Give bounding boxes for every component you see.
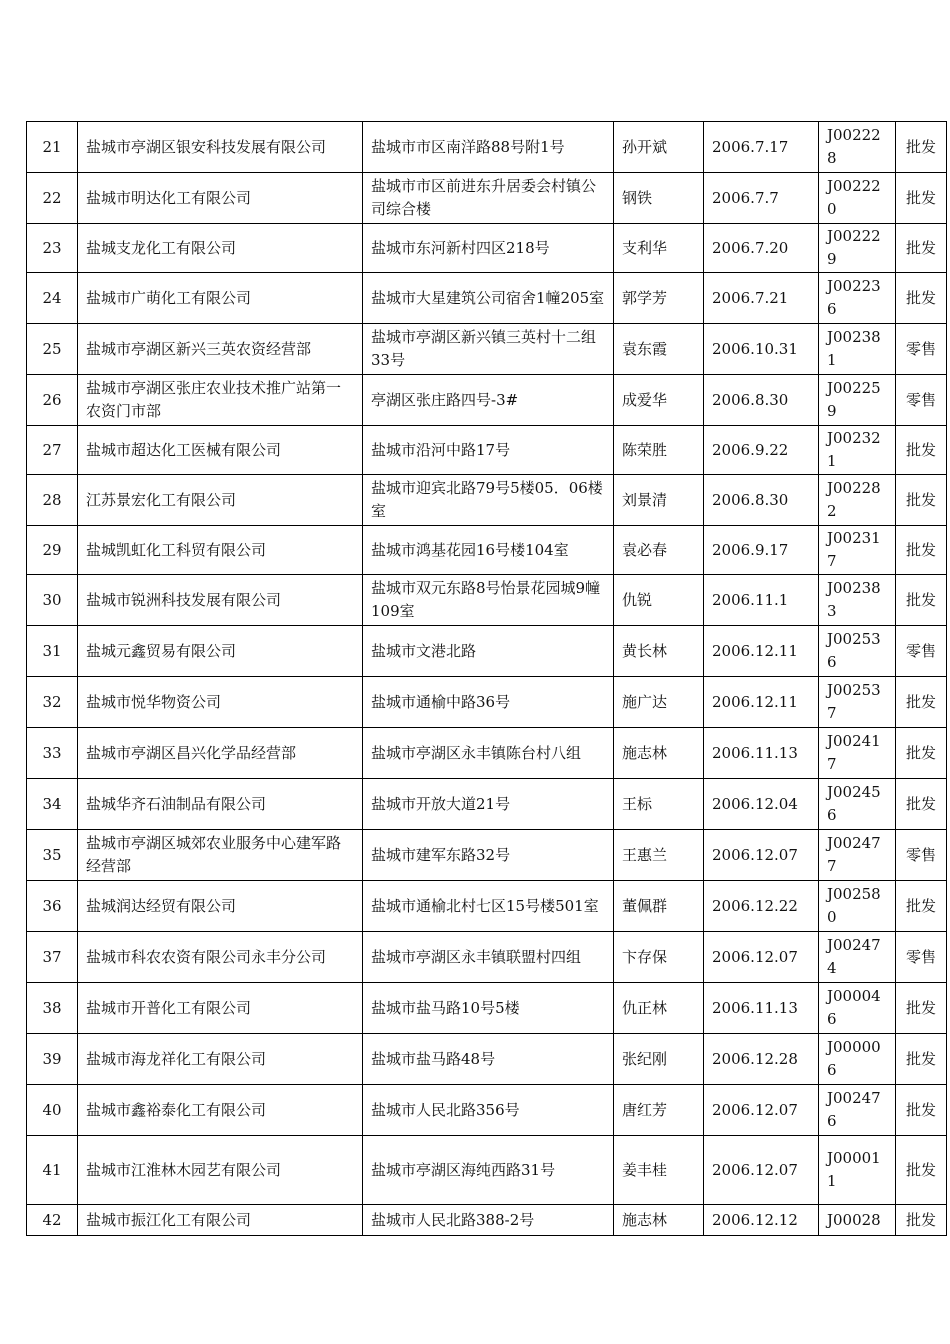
issue-date: 2006.7.21: [704, 273, 819, 324]
company-name: 盐城市亭湖区银安科技发展有限公司: [78, 122, 363, 173]
issue-date: 2006.12.11: [704, 626, 819, 677]
legal-representative: 姜丰桂: [614, 1136, 704, 1205]
legal-representative: 施志林: [614, 728, 704, 779]
license-number: J002259: [819, 375, 896, 426]
row-number: 22: [27, 173, 78, 224]
row-number: 34: [27, 779, 78, 830]
table-row: [27, 1136, 947, 1205]
company-name: 盐城华齐石油制品有限公司: [78, 779, 363, 830]
license-number: J002381: [819, 324, 896, 375]
legal-representative: 黄长林: [614, 626, 704, 677]
company-name: 盐城市开普化工有限公司: [78, 983, 363, 1034]
issue-date: 2006.12.28: [704, 1034, 819, 1085]
license-number: J002536: [819, 626, 896, 677]
issue-date: 2006.12.11: [704, 677, 819, 728]
license-number: J002383: [819, 575, 896, 626]
business-type: 批发: [896, 983, 947, 1034]
license-number: J002456: [819, 779, 896, 830]
company-name: 盐城市超达化工医械有限公司: [78, 426, 363, 475]
legal-representative: 郭学芳: [614, 273, 704, 324]
company-address: 盐城市市区南洋路88号附1号: [363, 122, 614, 173]
business-type: 批发: [896, 779, 947, 830]
legal-representative: 施广达: [614, 677, 704, 728]
table-row: [27, 375, 947, 426]
row-number: 38: [27, 983, 78, 1034]
issue-date: 2006.8.30: [704, 375, 819, 426]
table-row: [27, 173, 947, 224]
business-type: 批发: [896, 173, 947, 224]
row-number: 32: [27, 677, 78, 728]
legal-representative: 袁必春: [614, 526, 704, 575]
company-name: 盐城市海龙祥化工有限公司: [78, 1034, 363, 1085]
business-type: 批发: [896, 122, 947, 173]
table-row: [27, 932, 947, 983]
company-address: 盐城市迎宾北路79号5楼05．06楼室: [363, 475, 614, 526]
license-number: J002474: [819, 932, 896, 983]
row-number: 26: [27, 375, 78, 426]
company-address: 盐城市文港北路: [363, 626, 614, 677]
legal-representative: 刘景清: [614, 475, 704, 526]
company-address: 盐城市盐马路48号: [363, 1034, 614, 1085]
row-number: 40: [27, 1085, 78, 1136]
table-row: [27, 881, 947, 932]
business-type: 零售: [896, 324, 947, 375]
table-row: [27, 1034, 947, 1085]
table-row: [27, 575, 947, 626]
issue-date: 2006.12.22: [704, 881, 819, 932]
company-address: 盐城市通榆北村七区15号楼501室: [363, 881, 614, 932]
company-address: 盐城市沿河中路17号: [363, 426, 614, 475]
company-name: 盐城市亭湖区城郊农业服务中心建军路经营部: [78, 830, 363, 881]
company-address: 盐城市市区前进东升居委会村镇公司综合楼: [363, 173, 614, 224]
issue-date: 2006.12.07: [704, 1085, 819, 1136]
business-type: 批发: [896, 1136, 947, 1205]
company-name: 盐城市明达化工有限公司: [78, 173, 363, 224]
legal-representative: 仇正林: [614, 983, 704, 1034]
company-name: 盐城市亭湖区张庄农业技术推广站第一农资门市部: [78, 375, 363, 426]
issue-date: 2006.12.12: [704, 1205, 819, 1236]
company-address: 盐城市开放大道21号: [363, 779, 614, 830]
business-type: 批发: [896, 526, 947, 575]
business-type: 批发: [896, 575, 947, 626]
table-row: [27, 830, 947, 881]
company-name: 盐城市广萌化工有限公司: [78, 273, 363, 324]
company-name: 盐城市江淮林木园艺有限公司: [78, 1136, 363, 1205]
issue-date: 2006.12.07: [704, 1136, 819, 1205]
row-number: 33: [27, 728, 78, 779]
license-number: J002321: [819, 426, 896, 475]
row-number: 39: [27, 1034, 78, 1085]
legal-representative: 陈荣胜: [614, 426, 704, 475]
license-number: J002317: [819, 526, 896, 575]
issue-date: 2006.12.07: [704, 932, 819, 983]
table-row: [27, 626, 947, 677]
table-row: [27, 122, 947, 173]
business-type: 批发: [896, 677, 947, 728]
business-type: 零售: [896, 932, 947, 983]
row-number: 35: [27, 830, 78, 881]
company-address: 盐城市通榆中路36号: [363, 677, 614, 728]
legal-representative: 孙开斌: [614, 122, 704, 173]
company-name: 盐城凯虹化工科贸有限公司: [78, 526, 363, 575]
row-number: 29: [27, 526, 78, 575]
company-name: 盐城市鑫裕泰化工有限公司: [78, 1085, 363, 1136]
legal-representative: 卞存保: [614, 932, 704, 983]
issue-date: 2006.12.04: [704, 779, 819, 830]
table-row: [27, 1205, 947, 1236]
registry-rows: [27, 122, 947, 1236]
license-number: J002220: [819, 173, 896, 224]
issue-date: 2006.11.13: [704, 983, 819, 1034]
legal-representative: 董佩群: [614, 881, 704, 932]
license-number: J002417: [819, 728, 896, 779]
company-address: 盐城市人民北路356号: [363, 1085, 614, 1136]
license-number: J000006: [819, 1034, 896, 1085]
row-number: 28: [27, 475, 78, 526]
company-address: 盐城市鸿基花园16号楼104室: [363, 526, 614, 575]
company-address: 盐城市大星建筑公司宿舍1幢205室: [363, 273, 614, 324]
issue-date: 2006.11.1: [704, 575, 819, 626]
table-row: [27, 779, 947, 830]
row-number: 37: [27, 932, 78, 983]
company-name: 盐城市锐洲科技发展有限公司: [78, 575, 363, 626]
company-address: 盐城市亭湖区永丰镇联盟村四组: [363, 932, 614, 983]
issue-date: 2006.7.17: [704, 122, 819, 173]
legal-representative: 仇锐: [614, 575, 704, 626]
license-number: J002580: [819, 881, 896, 932]
business-type: 零售: [896, 626, 947, 677]
license-number: J002228: [819, 122, 896, 173]
row-number: 30: [27, 575, 78, 626]
license-number: J002229: [819, 224, 896, 273]
issue-date: 2006.9.17: [704, 526, 819, 575]
license-registry-table: [26, 121, 947, 1236]
row-number: 42: [27, 1205, 78, 1236]
legal-representative: 唐红芳: [614, 1085, 704, 1136]
business-type: 零售: [896, 830, 947, 881]
issue-date: 2006.11.13: [704, 728, 819, 779]
business-type: 批发: [896, 728, 947, 779]
legal-representative: 支利华: [614, 224, 704, 273]
table-row: [27, 273, 947, 324]
business-type: 批发: [896, 475, 947, 526]
row-number: 36: [27, 881, 78, 932]
license-number: J000011: [819, 1136, 896, 1205]
issue-date: 2006.8.30: [704, 475, 819, 526]
business-type: 批发: [896, 1085, 947, 1136]
row-number: 21: [27, 122, 78, 173]
legal-representative: 成爱华: [614, 375, 704, 426]
row-number: 31: [27, 626, 78, 677]
company-address: 盐城市亭湖区永丰镇陈台村八组: [363, 728, 614, 779]
company-address: 亭湖区张庄路四号-3#: [363, 375, 614, 426]
company-name: 盐城市振江化工有限公司: [78, 1205, 363, 1236]
table-row: [27, 426, 947, 475]
issue-date: 2006.9.22: [704, 426, 819, 475]
business-type: 零售: [896, 375, 947, 426]
business-type: 批发: [896, 1034, 947, 1085]
issue-date: 2006.12.07: [704, 830, 819, 881]
row-number: 24: [27, 273, 78, 324]
table-row: [27, 526, 947, 575]
company-name: 盐城市亭湖区新兴三英农资经营部: [78, 324, 363, 375]
legal-representative: 袁东霞: [614, 324, 704, 375]
table-row: [27, 728, 947, 779]
table-row: [27, 475, 947, 526]
company-name: 盐城市悦华物资公司: [78, 677, 363, 728]
company-address: 盐城市盐马路10号5楼: [363, 983, 614, 1034]
table-row: [27, 324, 947, 375]
legal-representative: 王惠兰: [614, 830, 704, 881]
license-number: J00028: [819, 1205, 896, 1236]
issue-date: 2006.10.31: [704, 324, 819, 375]
business-type: 批发: [896, 426, 947, 475]
business-type: 批发: [896, 881, 947, 932]
issue-date: 2006.7.20: [704, 224, 819, 273]
row-number: 41: [27, 1136, 78, 1205]
company-name: 盐城市科农农资有限公司永丰分公司: [78, 932, 363, 983]
company-name: 盐城润达经贸有限公司: [78, 881, 363, 932]
company-address: 盐城市人民北路388-2号: [363, 1205, 614, 1236]
row-number: 27: [27, 426, 78, 475]
company-name: 盐城市亭湖区昌兴化学品经营部: [78, 728, 363, 779]
table-row: [27, 1085, 947, 1136]
company-address: 盐城市东河新村四区218号: [363, 224, 614, 273]
license-number: J002236: [819, 273, 896, 324]
business-type: 批发: [896, 224, 947, 273]
license-number: J002477: [819, 830, 896, 881]
row-number: 23: [27, 224, 78, 273]
row-number: 25: [27, 324, 78, 375]
legal-representative: 张纪刚: [614, 1034, 704, 1085]
company-address: 盐城市双元东路8号怡景花园城9幢109室: [363, 575, 614, 626]
legal-representative: 施志林: [614, 1205, 704, 1236]
issue-date: 2006.7.7: [704, 173, 819, 224]
license-number: J002537: [819, 677, 896, 728]
license-number: J002282: [819, 475, 896, 526]
company-address: 盐城市亭湖区海纯西路31号: [363, 1136, 614, 1205]
license-number: J002476: [819, 1085, 896, 1136]
company-name: 盐城支龙化工有限公司: [78, 224, 363, 273]
table-row: [27, 677, 947, 728]
legal-representative: 钢铁: [614, 173, 704, 224]
company-address: 盐城市亭湖区新兴镇三英村十二组33号: [363, 324, 614, 375]
table-row: [27, 983, 947, 1034]
legal-representative: 王标: [614, 779, 704, 830]
table-row: [27, 224, 947, 273]
business-type: 批发: [896, 273, 947, 324]
company-name: 江苏景宏化工有限公司: [78, 475, 363, 526]
company-address: 盐城市建军东路32号: [363, 830, 614, 881]
business-type: 批发: [896, 1205, 947, 1236]
company-name: 盐城元鑫贸易有限公司: [78, 626, 363, 677]
license-number: J000046: [819, 983, 896, 1034]
